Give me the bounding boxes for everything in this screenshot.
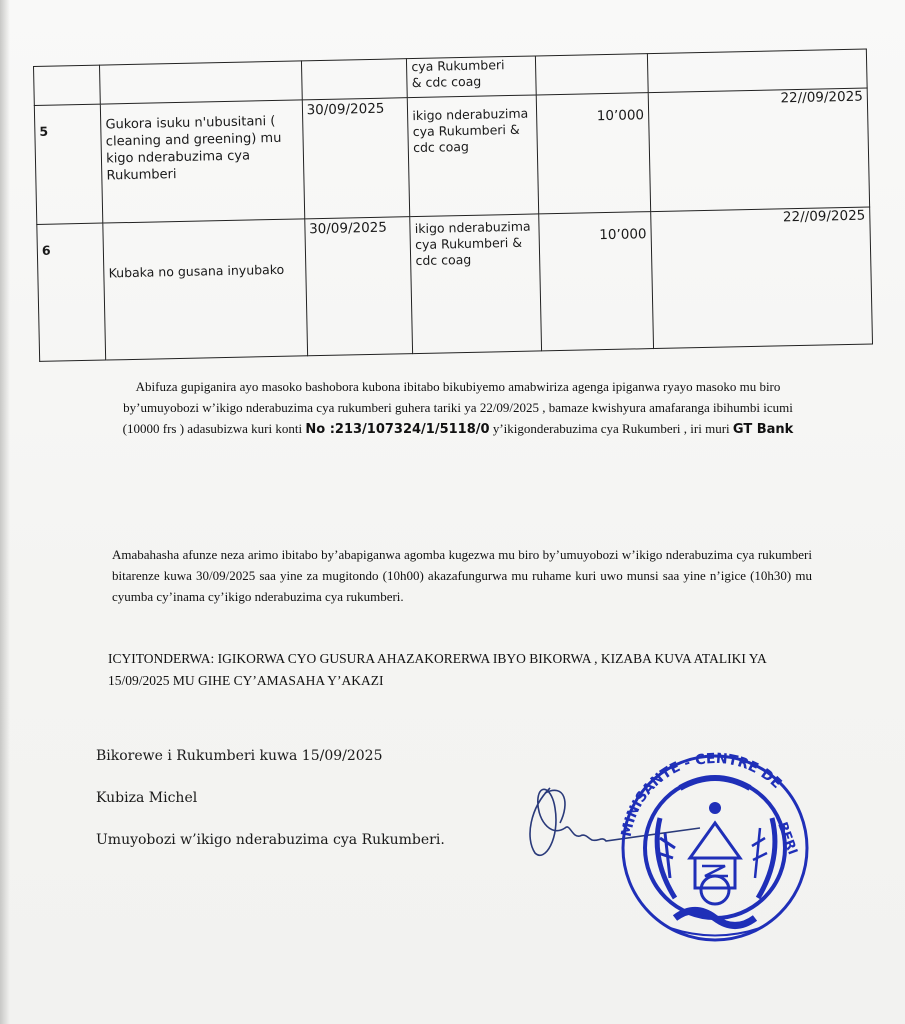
table-row: [37, 207, 873, 361]
bank-name: GT Bank: [732, 422, 794, 437]
place-and-date: Bikorewe i Rukumberi kuwa 15/09/2025: [96, 748, 383, 764]
row-location: ikigo nderabuzima cya Rukumberi & cdc coag: [408, 95, 539, 217]
row-fee: 10’000: [538, 212, 653, 351]
row-deadline: 30/09/2025: [304, 217, 413, 356]
row-location: ikigo nderabuzima cya Rukumberi & cdc coag: [410, 214, 541, 354]
tender-table: [33, 49, 873, 362]
row-start-date: 22//09/2025: [648, 88, 870, 212]
account-owner-text: y’ikigonderabuzima cya Rukumberi , iri muri: [489, 421, 733, 436]
row-number: 5: [34, 104, 103, 224]
row-description: [100, 61, 302, 104]
signature-block: [96, 748, 445, 874]
row-fee: 10’000: [536, 93, 651, 214]
row-deadline: [301, 59, 407, 100]
row-location: cya Rukumberi & cdc coag: [407, 56, 536, 98]
scan-edge-shadow: [0, 0, 10, 1024]
submission-paragraph: Amabahasha afunze neza arimo ibitabo by’abapiganwa agomba kugezwa mu biro by’umuyobozi w’ikigo nderabuzima cya rukumberi bitarenze kuwa 30/09/2025 saa yine za mugitondo (10h00) akazafungurwa mu ruhame kuri uwo munsi saa yine n’igice (10h30) mu cyumba cy’inama cy’ikigo nderabuzima cya rukumberi.: [112, 547, 812, 604]
row-fee: [535, 54, 648, 95]
account-number: No :213/107324/1/5118/0: [305, 422, 490, 437]
row-number: 6: [37, 223, 106, 361]
row-number: [34, 65, 101, 105]
row-start-date: 22//09/2025: [651, 207, 873, 349]
row-description: Kubaka no gusana inyubako: [103, 219, 307, 360]
row-deadline: 30/09/2025: [302, 98, 410, 219]
row-start-date: [647, 49, 867, 93]
signatory-name: Kubiza Michel: [96, 790, 198, 806]
row-description: Gukora isuku n'ubusitani ( cleaning and greening) mu kigo nderabuzima cya Rukumberi: [101, 100, 305, 223]
site-visit-note: ICYITONDERWA: IGIKORWA CYO GUSURA AHAZAKORERWA IBYO BIKORWA , KIZABA KUVA ATALIKI YA 15/09/2025 MU GIHE CY’AMASAHA Y’AKAZI: [108, 651, 766, 688]
signatory-title: Umuyobozi w’ikigo nderabuzima cya Rukumberi.: [96, 832, 445, 848]
stamp-seal-icon: [619, 751, 807, 940]
bid-documents-paragraph: [118, 376, 798, 440]
stamp-ring-text-right: BERI: [774, 820, 800, 857]
stamp-ring-text: MINISANTE - CENTRE DE: [618, 750, 785, 839]
table-row: [34, 88, 869, 224]
bid-documents-text: Abifuza gupiganira ayo masoko bashobora kubona ibitabo bikubiyemo amabwiriza agenga ipiganwa ryayo masoko mu biro by’umuyobozi w’ikigo nderabuzima cya rukumberi guhera tariki ya 22/09/2025 , bamaze kwishyura amafaranga ibihumbi icumi (10000 frs ) adasubizwa kuri konti: [122, 379, 793, 436]
official-stamp: [510, 728, 810, 948]
handwritten-signature-icon: [530, 788, 700, 855]
